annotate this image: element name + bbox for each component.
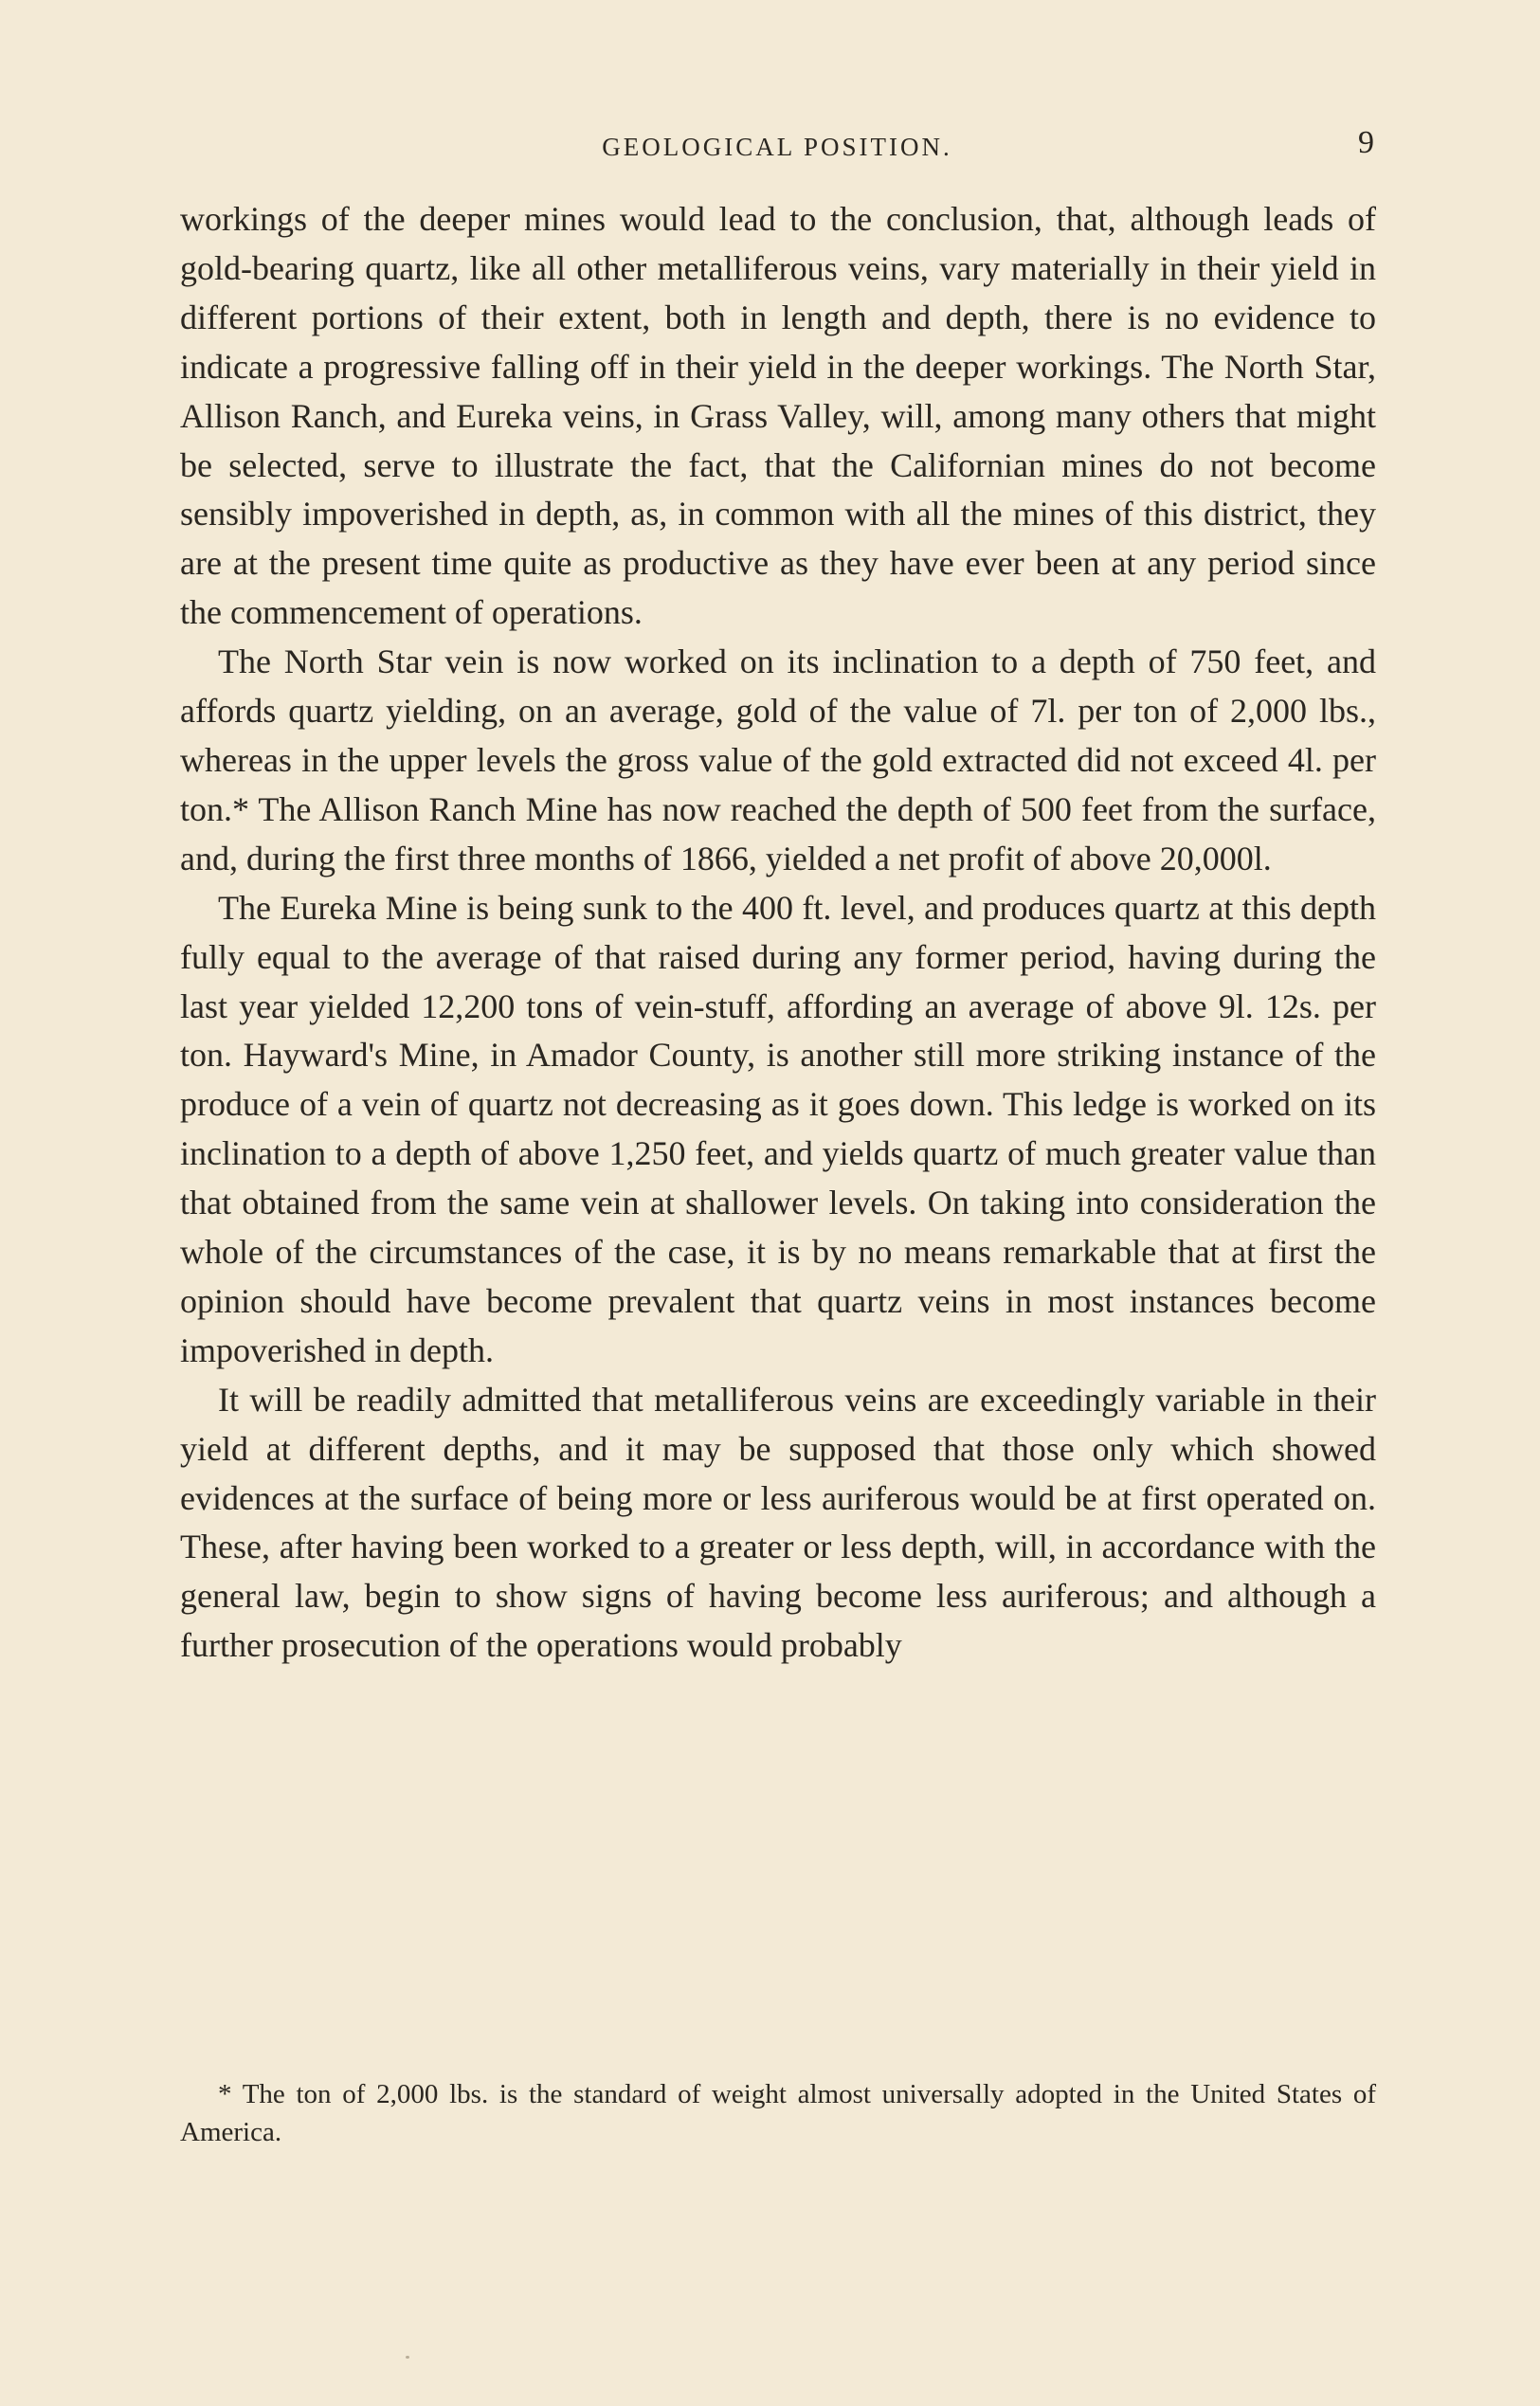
paragraph-variability: It will be readily admitted that metalliferous veins are exceedingly variable in their yield at different depths, and it may be supposed that those only which showed evidences at the surface of being more or less auriferous would be at first operated on. These, after having been worked to a greater or less depth, will, in accordance with the general law, begin to show signs of having become less auriferous; and although a further prosecution of the operations would probably: [180, 1380, 1376, 1665]
paper-speck: [406, 2356, 409, 2359]
footnote: [180, 2075, 1376, 2151]
footnote-text: * The ton of 2,000 lbs. is the standard of weight almost universally adopted in the United States of America.: [180, 2079, 1376, 2147]
paragraph-north-star: The North Star vein is now worked on its inclination to a depth of 750 feet, and affords quartz yielding, on an average, gold of the value of 7l. per ton of 2,000 lbs., whereas in the upper levels the gross value of the gold extracted did not exceed 4l. per ton.* The Allison Ranch Mine has now reached the depth of 500 feet from the surface, and, during the first three months of 1866, yielded a net profit of above 20,000l.: [180, 642, 1376, 877]
running-title: GEOLOGICAL POSITION.: [602, 133, 952, 161]
body-text: [180, 195, 1376, 1671]
paragraph-eureka: The Eureka Mine is being sunk to the 400 ft. level, and produces quartz at this depth fully equal to the average of that raised during any former period, having during the last year yielded 12,200 tons of vein-stuff, affording an average of above 9l. 12s. per ton. Hayward's Mine, in Amador County, is another still more striking instance of the produce of a vein of quartz not decreasing as it goes down. This ledge is worked on its inclination to a depth of above 1,250 feet, and yields quartz of much greater value than that obtained from the same vein at shallower levels. On taking into consideration the whole of the circumstances of the case, it is by no means remarkable that at first the opinion should have become prevalent that quartz veins in most instances become impoverished in depth.: [180, 888, 1376, 1369]
running-head: [180, 123, 1374, 171]
paragraph-continued: workings of the deeper mines would lead to the conclusion, that, although leads of gold-bearing quartz, like all other metalliferous veins, vary materially in their yield in different portions of their extent, both in length and depth, there is no evidence to indicate a progressive falling off in their yield in the deeper workings. The North Star, Allison Ranch, and Eureka veins, in Grass Valley, will, among many others that might be selected, serve to illustrate the fact, that the Californian mines do not become sensibly impoverished in depth, as, in common with all the mines of this district, they are at the present time quite as productive as they have ever been at any period since the commencement of operations.: [180, 200, 1376, 632]
page-number: 9: [1358, 125, 1374, 160]
